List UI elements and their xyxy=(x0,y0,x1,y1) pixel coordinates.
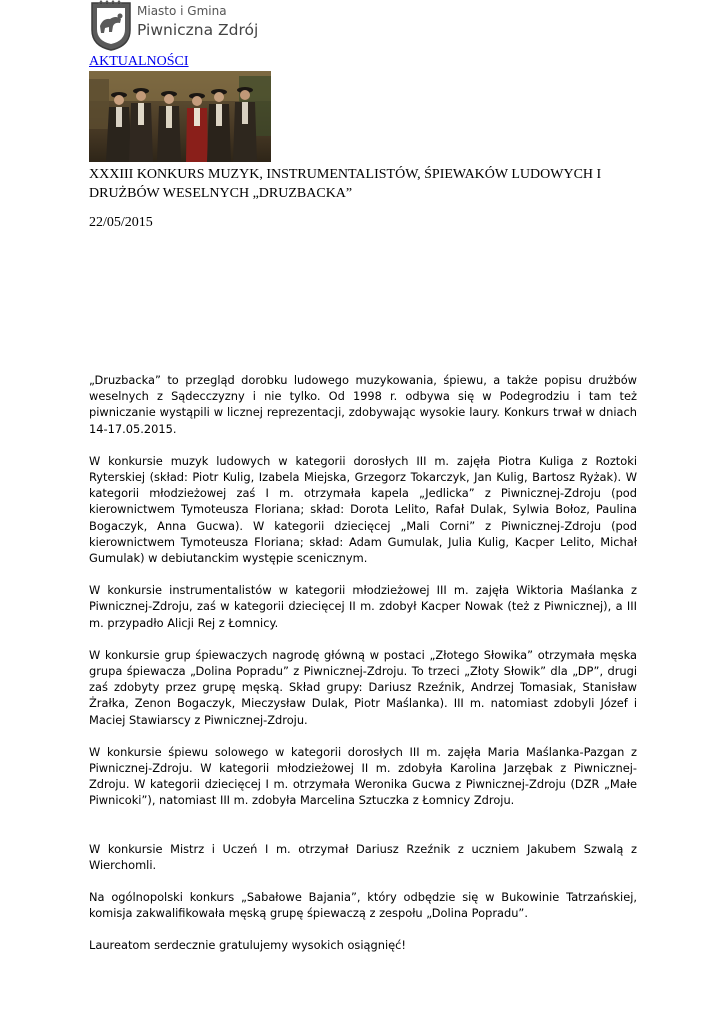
news-link[interactable]: AKTUALNOŚCI xyxy=(89,54,189,69)
logo-text-line2: Piwniczna Zdrój xyxy=(137,21,259,39)
paragraph: „Druzbacka” to przegląd dorobku ludowego muzykowania, śpiewu, a także popisu drużbów weselnych z Sądecczyzny i nie tylko. Od 1998 r. odbywa się w Podegrodziu i tam też piwniczanie wystąpili w licznej reprezentacji, zdobywając wysokie laury. Konkurs trwał w dniach 14-17.05.2015. xyxy=(89,373,637,436)
paragraph: W konkursie grup śpiewaczych nagrodę główną w postaci „Złotego Słowika” otrzymała męska grupa śpiewacza „Dolina Popradu” z Piwnicznej-Zdroju. To trzeci „Złoty Słowik” dla „DP”, drugi zaś zdobyty przez grupę męską. Skład grupy: Dariusz Rzeźnik, Andrzej Tomasiak, Stanisław Żrałka, Zenon Bogaczyk, Mieczysław Dulak, Piotr Maślanka). III m. natomiast zdobyli Józef i Maciej Stawiarscy z Piwnicznej-Zdroju. xyxy=(89,647,637,727)
paragraph: Laureatom serdecznie gratulujemy wysokich osiągnięć! xyxy=(89,938,406,953)
article-date: 22/05/2015 xyxy=(89,215,153,230)
site-logo[interactable] xyxy=(89,0,261,52)
paragraph: Na ogólnopolski konkurs „Sabałowe Bajania”, który odbędzie się w Bukowinie Tatrzańskiej, komisja zakwalifikowała męską grupę śpiewaczą z zespołu „Dolina Popradu”. xyxy=(89,890,637,921)
logo-text-line1: Miasto i Gmina xyxy=(137,4,227,18)
paragraph: W konkursie muzyk ludowych w kategorii dorosłych III m. zajęła Piotra Kuliga z Roztoki Ryterskiej (skład: Piotr Kulig, Izabela Miejska, Grzegorz Tokarczyk, Jan Kulig, Bartosz Ryżak). W kategorii młodzieżowej zaś I m. otrzymała kapela „Jedlicka” z Piwnicznej-Zdroju (pod kierownictwem Tymoteusza Floriana; skład: Dorota Lelito, Rafał Dulak, Sylwia Bołoz, Paulina Bogaczyk, Anna Gucwa). W kategorii dziecięcej „Mali Corni” z Piwnicznej-Zdroju (pod kierownictwem Tymoteusza Floriana; skład: Adam Gumulak, Julia Kulig, Kacper Lelito, Michał Gumulak) w debiutanckim występie scenicznym. xyxy=(89,453,637,566)
paragraph: W konkursie instrumentalistów w kategorii młodzieżowej III m. zajęła Wiktoria Maślanka z Piwnicznej-Zdroju, zaś w kategorii dziecięcej II m. zdobył Kacper Nowak (też z Piwnicznej), a III m. przypadło Alicji Rej z Łomnicy. xyxy=(89,583,637,630)
coat-of-arms-icon xyxy=(89,0,133,52)
article-body xyxy=(89,372,637,954)
singers-group-photo xyxy=(89,71,271,162)
paragraph: W konkursie śpiewu solowego w kategorii dorosłych III m. zajęła Maria Maślanka-Pazgan z Piwnicznej-Zdroju. W kategorii młodzieżowej II m. zdobyła Karolina Jarzębak z Piwnicznej-Zdroju. W kategorii dziecięcej I m. otrzymała Weronika Gucwa z Piwnicznej-Zdroju (DZR „Małe Piwnicoki”), natomiast III m. zdobyła Marcelina Sztuczka z Łomnicy Zdroju. xyxy=(89,744,637,808)
paragraph: W konkursie Mistrz i Uczeń I m. otrzymał Dariusz Rzeźnik z uczniem Jakubem Szwalą z Wierchomli. xyxy=(89,841,637,872)
article-title: XXXIII KONKURS MUZYK, INSTRUMENTALISTÓW, ŚPIEWAKÓW LUDOWYCH I DRUŻBÓW WESELNYCH „DRUZBACKA” xyxy=(89,167,602,201)
article-photo xyxy=(89,71,271,162)
